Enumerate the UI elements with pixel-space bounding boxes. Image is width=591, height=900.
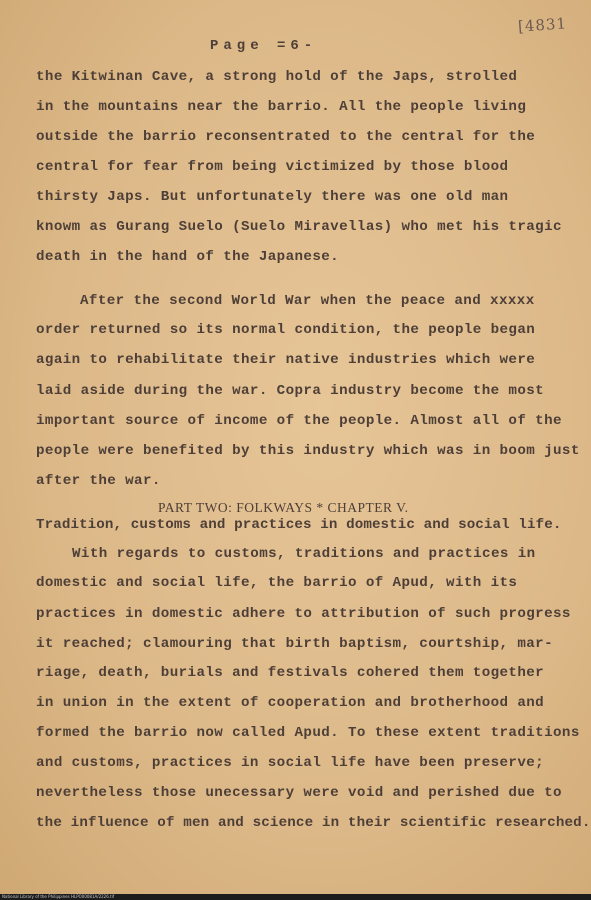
text-line: in the mountains near the barrio. All the people living <box>36 99 527 115</box>
text-line: formed the barrio now called Apud. To these extent traditions <box>36 725 580 741</box>
text-line: thirsty Japs. But unfortunately there was one old man <box>36 189 509 205</box>
text-line: outside the barrio reconsentrated to the central for the <box>36 129 536 145</box>
text-line: knowm as Gurang Suelo (Suelo Miravellas) who met his tragic <box>36 219 562 235</box>
text-line: it reached; clamouring that birth baptism, courtship, mar- <box>36 636 554 652</box>
chapter-subtitle: Tradition, customs and practices in domestic and social life. <box>36 517 562 533</box>
page-number-heading: Page =6- <box>210 38 318 54</box>
text-line: in union in the extent of cooperation and brotherhood and <box>36 695 545 711</box>
text-line: central for fear from being victimized by those blood <box>36 159 509 175</box>
text-line: After the second World War when the peace and xxxxx <box>80 293 535 309</box>
text-line: laid aside during the war. Copra industry become the most <box>36 383 545 399</box>
text-line: death in the hand of the Japanese. <box>36 249 340 265</box>
text-line: With regards to customs, traditions and practices in <box>72 546 536 562</box>
text-line: riage, death, burials and festivals cohered them together <box>36 665 545 681</box>
text-line: order returned so its normal condition, the people began <box>36 322 536 338</box>
text-line: practices in domestic adhere to attribution of such progress <box>36 606 571 622</box>
text-line: and customs, practices in social life have been preserve; <box>36 755 545 771</box>
handwritten-archive-number: [4831 <box>517 14 568 36</box>
text-line: people were benefited by this industry which was in boom just <box>36 443 580 459</box>
scan-footer: National Library of the Philippines HLPO00081A/2226.tif <box>0 894 591 900</box>
text-line: the Kitwinan Cave, a strong hold of the Japs, strolled <box>36 69 518 85</box>
text-line: important source of income of the people. Almost all of the <box>36 413 562 429</box>
text-line: the influence of men and science in their scientific researched. <box>36 815 591 831</box>
text-line: nevertheless those unecessary were void and perished due to <box>36 785 562 801</box>
chapter-heading: PART TWO: FOLKWAYS * CHAPTER V. <box>158 500 409 515</box>
text-line: domestic and social life, the barrio of Apud, with its <box>36 575 518 591</box>
text-line: again to rehabilitate their native industries which were <box>36 352 536 368</box>
text-line: after the war. <box>36 473 161 489</box>
